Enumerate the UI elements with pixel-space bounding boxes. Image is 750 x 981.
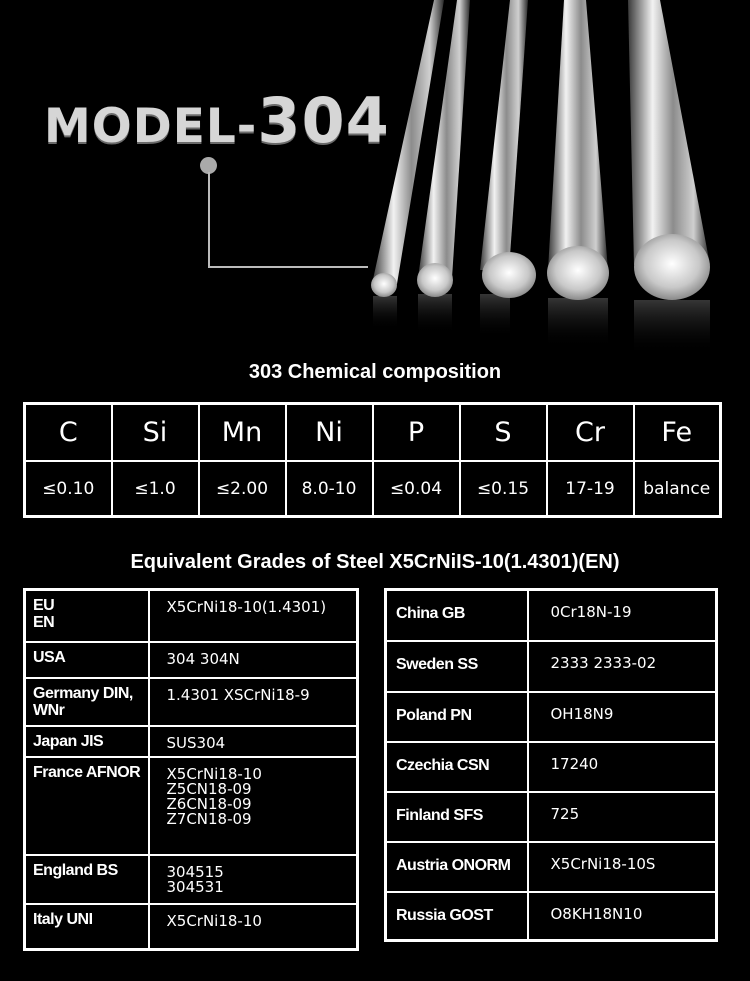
standard-cell: Finland SFS xyxy=(386,792,528,842)
standard-cell: EU EN xyxy=(25,590,149,642)
grade-row xyxy=(386,590,717,641)
model-title-number: 304 xyxy=(257,84,390,157)
grade-cell: 17240 xyxy=(528,742,717,792)
element-value-cell: ≤0.15 xyxy=(460,461,547,517)
element-value-cell: ≤0.10 xyxy=(25,461,112,517)
grade-cell: OH18N9 xyxy=(528,692,717,742)
standard-cell: Poland PN xyxy=(386,692,528,742)
grade-cell: 2333 2333-02 xyxy=(528,641,717,692)
element-symbol-cell: Cr xyxy=(547,404,634,462)
grade-cell: SUS304 xyxy=(149,726,358,757)
standard-cell: Austria ONORM xyxy=(386,842,528,892)
grade-cell: 725 xyxy=(528,792,717,842)
grade-cell: 304 304N xyxy=(149,642,358,678)
grade-row xyxy=(386,692,717,742)
grade-cell: X5CrNi18-10S xyxy=(528,842,717,892)
grade-row xyxy=(386,892,717,941)
grade-cell: X5CrNi18-10 Z5CN18-09 Z6CN18-09 Z7CN18-09 xyxy=(149,757,358,855)
rod-3 xyxy=(480,0,536,338)
grade-row xyxy=(25,855,358,904)
standard-cell: Sweden SS xyxy=(386,641,528,692)
element-symbol-cell: Fe xyxy=(634,404,721,462)
element-symbol-cell: Mn xyxy=(199,404,286,462)
model-title-word: MODEL- xyxy=(44,99,258,154)
standard-cell: Japan JIS xyxy=(25,726,149,757)
composition-title: 303 Chemical composition xyxy=(248,361,502,383)
equivalents-title: Equivalent Grades of Steel X5CrNiIS-10(1.4301)(EN) xyxy=(130,551,620,573)
standard-cell: England BS xyxy=(25,855,149,904)
grade-cell: 1.4301 XSCrNi18-9 xyxy=(149,678,358,726)
element-symbol-cell: Si xyxy=(112,404,199,462)
element-symbol-cell: Ni xyxy=(286,404,373,462)
composition-value-row xyxy=(25,461,721,517)
standard-cell: Czechia CSN xyxy=(386,742,528,792)
composition-element-row xyxy=(25,404,721,462)
element-value-cell: ≤1.0 xyxy=(112,461,199,517)
rod-4 xyxy=(547,0,609,348)
standard-cell: France AFNOR xyxy=(25,757,149,855)
grade-row xyxy=(386,742,717,792)
element-symbol-cell: S xyxy=(460,404,547,462)
element-value-cell: balance xyxy=(634,461,721,517)
equivalent-grades-table-right xyxy=(384,588,718,942)
grade-row xyxy=(386,842,717,892)
element-value-cell: 17-19 xyxy=(547,461,634,517)
grade-row xyxy=(25,757,358,855)
callout-line xyxy=(208,172,368,268)
grade-row xyxy=(25,642,358,678)
grade-cell: 0Cr18N-19 xyxy=(528,590,717,641)
grade-cell: X5CrNi18-10 xyxy=(149,904,358,950)
model-title xyxy=(44,84,390,157)
grade-cell: X5CrNi18-10(1.4301) xyxy=(149,590,358,642)
grade-row xyxy=(386,792,717,842)
steel-rods-image xyxy=(360,0,750,360)
grade-row xyxy=(386,641,717,692)
element-value-cell: 8.0-10 xyxy=(286,461,373,517)
grade-cell: O8KH18N10 xyxy=(528,892,717,941)
standard-cell: Russia GOST xyxy=(386,892,528,941)
element-value-cell: ≤0.04 xyxy=(373,461,460,517)
element-symbol-cell: P xyxy=(373,404,460,462)
standard-cell: Germany DIN, WNr xyxy=(25,678,149,726)
element-value-cell: ≤2.00 xyxy=(199,461,286,517)
rod-5 xyxy=(628,0,710,356)
standard-cell: Italy UNI xyxy=(25,904,149,950)
grade-row xyxy=(25,904,358,950)
standard-cell: USA xyxy=(25,642,149,678)
grade-row xyxy=(25,678,358,726)
grade-row xyxy=(25,590,358,642)
equivalent-grades-table-left xyxy=(23,588,359,951)
grade-cell: 304515 304531 xyxy=(149,855,358,904)
composition-table xyxy=(23,402,722,518)
standard-cell: China GB xyxy=(386,590,528,641)
grade-row xyxy=(25,726,358,757)
element-symbol-cell: C xyxy=(25,404,112,462)
